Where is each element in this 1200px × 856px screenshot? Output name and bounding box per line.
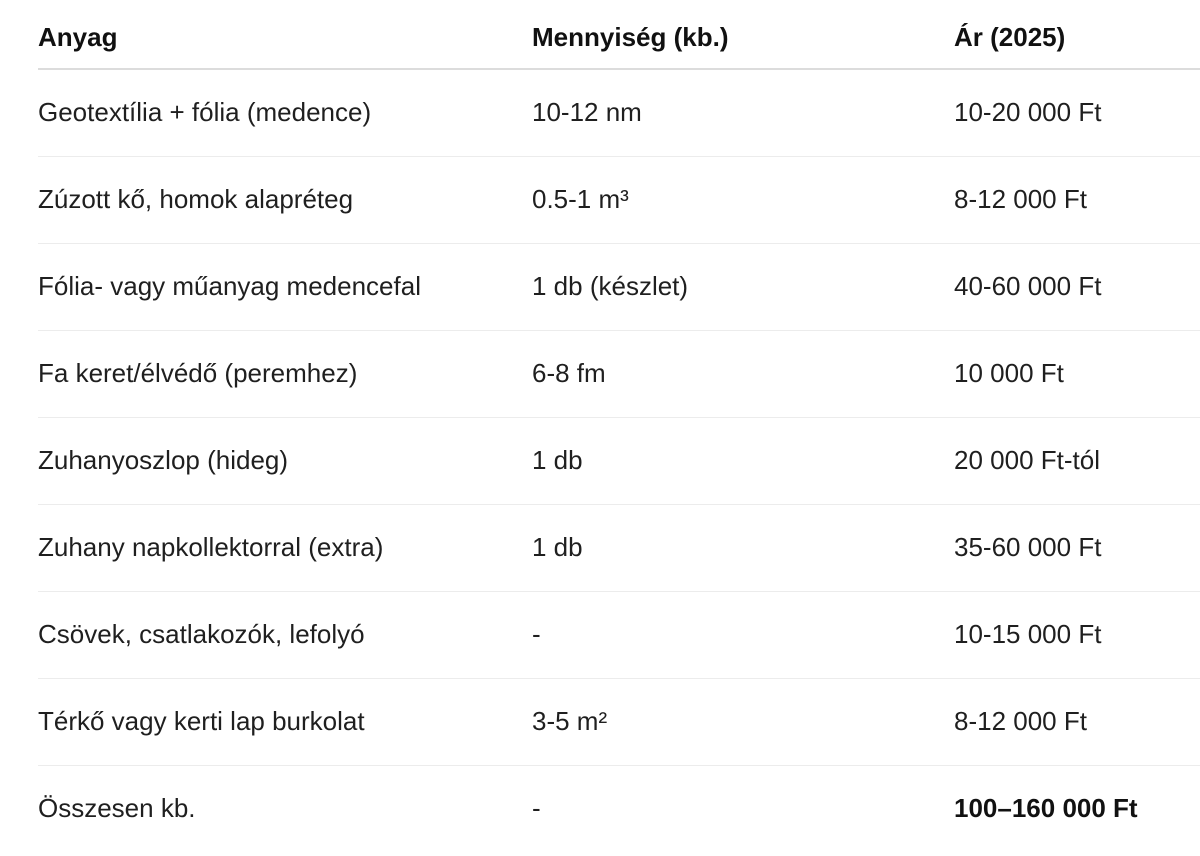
cell-quantity: 3-5 m² [532,678,954,765]
header-price: Ár (2025) [954,0,1200,69]
cell-quantity: 1 db [532,417,954,504]
cell-quantity: - [532,591,954,678]
cell-material: Fólia- vagy műanyag medencefal [38,243,532,330]
cell-price: 8-12 000 Ft [954,678,1200,765]
total-row [38,765,1200,852]
cost-table [38,0,1200,852]
table-row [38,69,1200,156]
cell-quantity: 6-8 fm [532,330,954,417]
total-price: 100–160 000 Ft [954,793,1138,824]
header-quantity: Mennyiség (kb.) [532,0,954,69]
cell-price: 20 000 Ft-tól [954,417,1200,504]
total-label: Összesen kb. [38,793,196,824]
cell-price: 8-12 000 Ft [954,156,1200,243]
table-row [38,678,1200,765]
cell-quantity: 1 db (készlet) [532,243,954,330]
table-body [38,69,1200,852]
cell-price: 10 000 Ft [954,330,1200,417]
table-header [38,0,1200,69]
cell-price: 35-60 000 Ft [954,504,1200,591]
cell-material: Zuhanyoszlop (hideg) [38,417,532,504]
cell-material: Zúzott kő, homok alapréteg [38,156,532,243]
cell-material: Geotextília + fólia (medence) [38,69,532,156]
table-row [38,591,1200,678]
table-row [38,243,1200,330]
table-row [38,156,1200,243]
table-row [38,330,1200,417]
table-row [38,417,1200,504]
cell-price: 40-60 000 Ft [954,243,1200,330]
header-material: Anyag [38,0,532,69]
cell-price: 10-20 000 Ft [954,69,1200,156]
table-row [38,504,1200,591]
cell-material: Fa keret/élvédő (peremhez) [38,330,532,417]
cell-quantity: 0.5-1 m³ [532,156,954,243]
cell-material: Térkő vagy kerti lap burkolat [38,678,532,765]
cost-table-container [38,0,1200,852]
total-quantity: - [532,793,541,824]
cell-material: Zuhany napkollektorral (extra) [38,504,532,591]
cell-price: 10-15 000 Ft [954,591,1200,678]
header-row [38,0,1200,69]
cell-quantity: 10-12 nm [532,69,954,156]
cell-quantity: 1 db [532,504,954,591]
cell-material: Csövek, csatlakozók, lefolyó [38,591,532,678]
